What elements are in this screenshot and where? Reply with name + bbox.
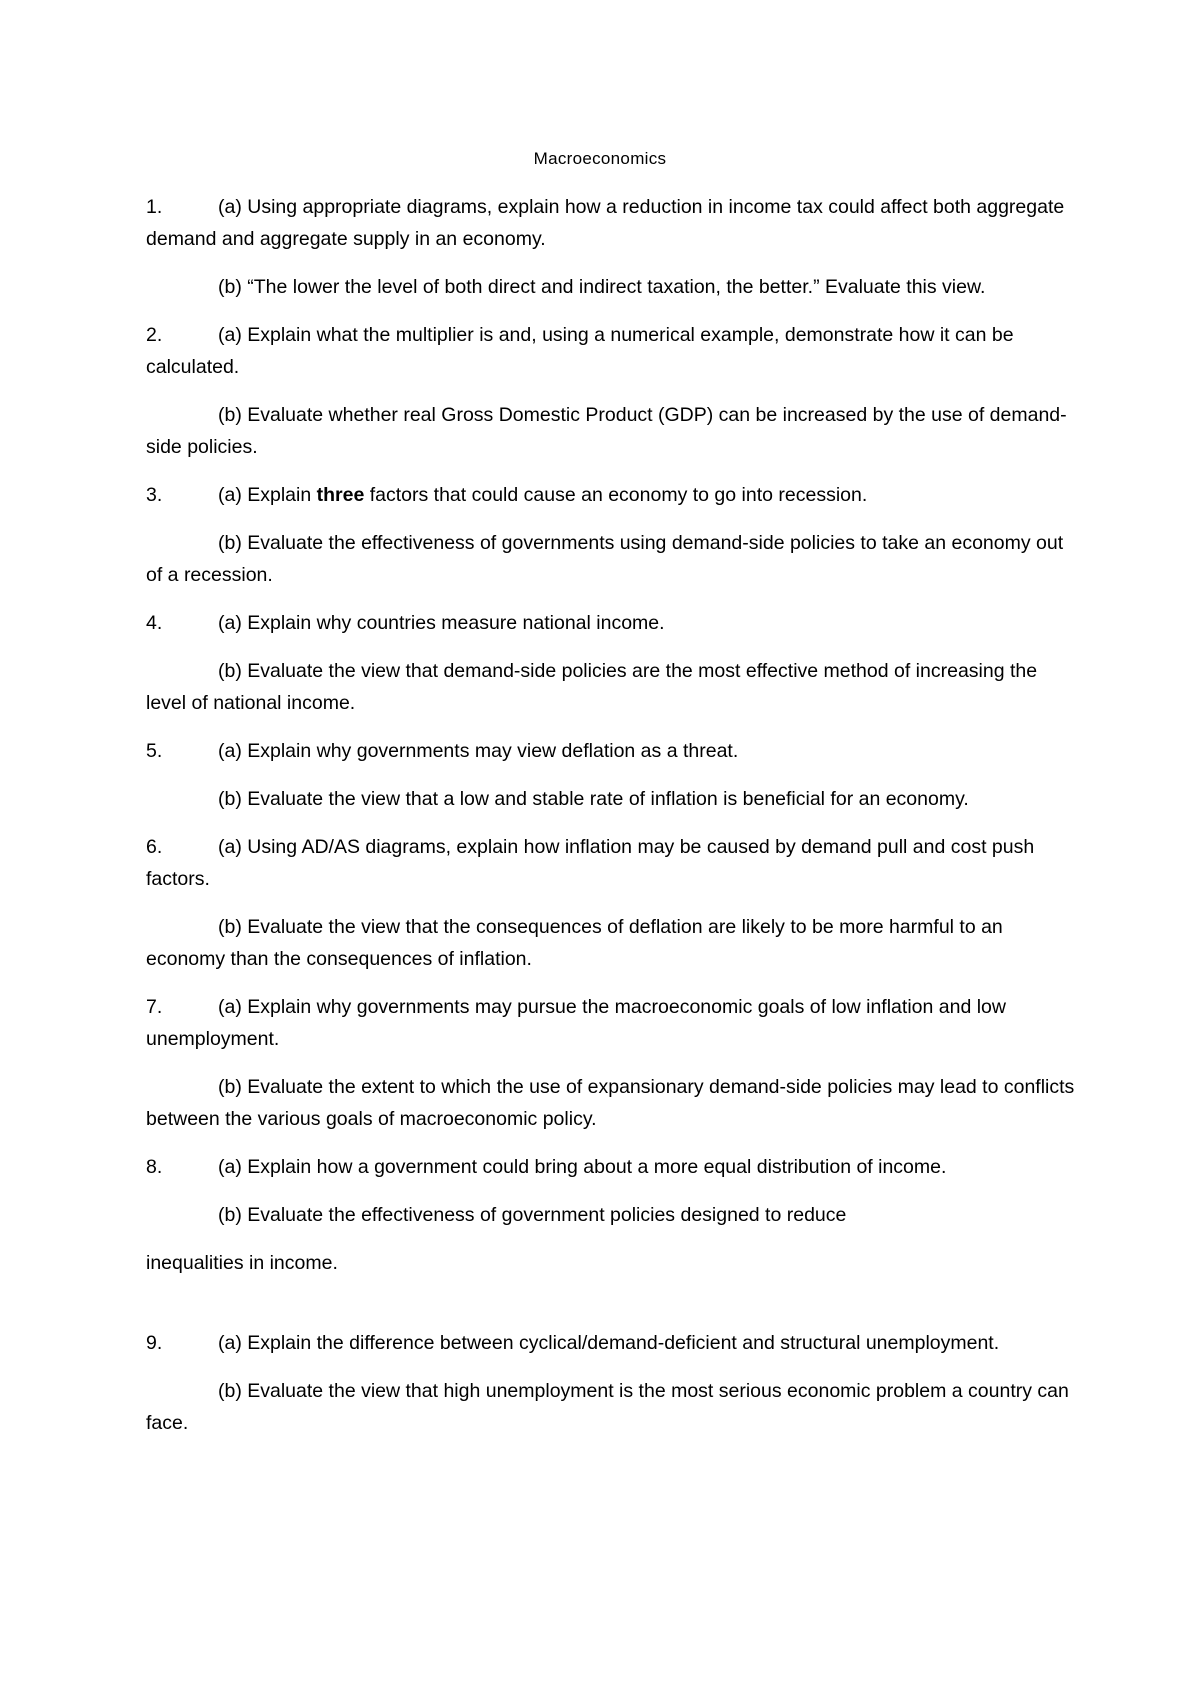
question-7 — [146, 991, 1076, 1135]
question-7-part-b: (b) Evaluate the extent to which the use of expansionary demand-side policies may lead to conflicts between the various goals of macroeconomic policy. — [146, 1076, 1075, 1130]
question-8-part-b: (b) Evaluate the effectiveness of government policies designed to reduce — [218, 1204, 847, 1226]
part-a-text: (a) Using AD/AS diagrams, explain how inflation may be caused by demand pull and cost push factors. — [146, 836, 1035, 890]
question-7-part-a — [146, 991, 1076, 1055]
question-number: 7. — [146, 996, 163, 1018]
part-a-text: (a) Explain the difference between cyclical/demand-deficient and structural unemployment. — [218, 1332, 1000, 1354]
question-number: 5. — [146, 740, 163, 762]
question-8-part-a — [146, 1151, 1076, 1183]
question-number: 2. — [146, 324, 163, 346]
question-6-part-a — [146, 831, 1076, 895]
question-2 — [146, 319, 1076, 463]
question-8-part-b-continuation: inequalities in income. — [146, 1252, 338, 1274]
question-3 — [146, 479, 1076, 591]
question-number: 9. — [146, 1332, 163, 1354]
part-a-text: (a) Explain why countries measure national income. — [218, 612, 665, 634]
question-8 — [146, 1151, 1076, 1279]
question-5 — [146, 735, 1076, 815]
question-1 — [146, 191, 1076, 303]
question-5-part-b: (b) Evaluate the view that a low and stable rate of inflation is beneficial for an economy. — [218, 788, 969, 810]
question-1-part-b: (b) “The lower the level of both direct and indirect taxation, the better.” Evaluate this view. — [218, 276, 986, 298]
question-4 — [146, 607, 1076, 719]
question-6-part-b: (b) Evaluate the view that the consequences of deflation are likely to be more harmful to an economy than the consequences of inflation. — [146, 916, 1003, 970]
question-2-part-a — [146, 319, 1076, 383]
question-list — [146, 191, 1076, 1439]
question-number: 6. — [146, 836, 163, 858]
part-a-text: (a) Using appropriate diagrams, explain how a reduction in income tax could affect both aggregate demand and aggregate supply in an economy. — [146, 196, 1065, 250]
question-number: 8. — [146, 1156, 163, 1178]
question-5-part-a — [146, 735, 1076, 767]
question-3-part-b: (b) Evaluate the effectiveness of governments using demand-side policies to take an economy out of a recession. — [146, 532, 1064, 586]
part-a-emphasis: three — [316, 484, 365, 506]
question-number: 3. — [146, 484, 163, 506]
part-a-text: (a) Explain what the multiplier is and, using a numerical example, demonstrate how it can be calculated. — [146, 324, 1014, 378]
part-a-text-after: factors that could cause an economy to go into recession. — [364, 484, 868, 506]
part-a-text: (a) Explain how a government could bring about a more equal distribution of income. — [218, 1156, 947, 1178]
question-6 — [146, 831, 1076, 975]
question-2-part-b: (b) Evaluate whether real Gross Domestic Product (GDP) can be increased by the use of demand-side policies. — [146, 404, 1067, 458]
question-9-part-b: (b) Evaluate the view that high unemployment is the most serious economic problem a country can face. — [146, 1380, 1069, 1434]
document-title: Macroeconomics — [533, 149, 667, 168]
question-9 — [146, 1327, 1076, 1439]
question-1-part-a — [146, 191, 1076, 255]
question-number: 4. — [146, 612, 163, 634]
part-a-text: (a) Explain why governments may pursue the macroeconomic goals of low inflation and low unemployment. — [146, 996, 1006, 1050]
question-3-part-a — [146, 479, 1076, 511]
question-4-part-a — [146, 607, 1076, 639]
part-a-text-before: (a) Explain — [218, 484, 317, 506]
question-number: 1. — [146, 196, 163, 218]
question-9-part-a — [146, 1327, 1076, 1359]
question-4-part-b: (b) Evaluate the view that demand-side policies are the most effective method of increasing the level of national income. — [146, 660, 1038, 714]
part-a-text: (a) Explain why governments may view deflation as a threat. — [218, 740, 739, 762]
